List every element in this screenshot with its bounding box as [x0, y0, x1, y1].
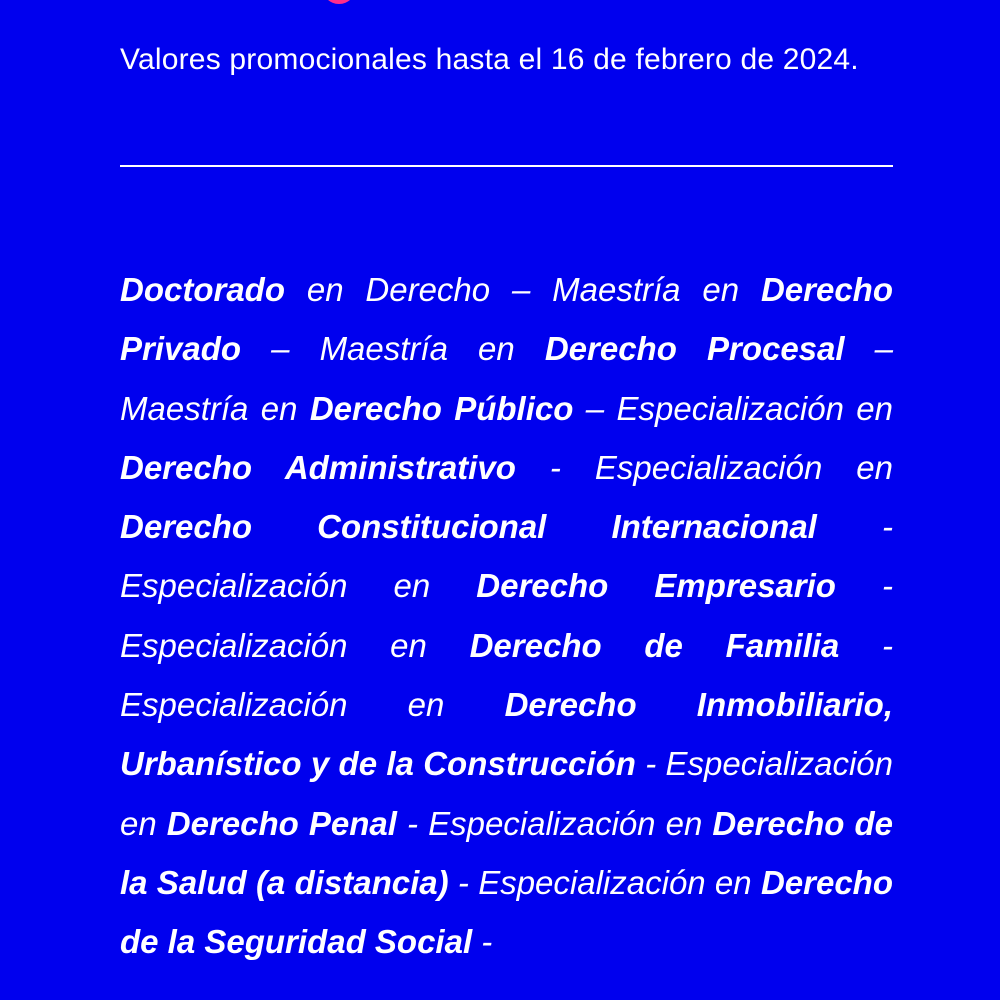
program-name: Derecho de la Seguridad Social [120, 863, 893, 961]
promo-text: Valores promocionales hasta el 16 de febrero de 2024. [120, 43, 859, 76]
program-name: Derecho Privado [120, 271, 893, 368]
program-connector: - [472, 923, 493, 961]
program-name: Derecho Administrativo [120, 448, 516, 486]
program-connector: - Especialización en [120, 567, 893, 664]
logo-fragment [322, 0, 356, 4]
program-name: Derecho Procesal [544, 330, 845, 368]
program-connector: – Maestría en [120, 330, 894, 427]
program-name: Derecho Constitucional Internacional [120, 508, 817, 546]
program-connector: - Especialización en [448, 863, 761, 901]
divider [120, 165, 893, 167]
program-connector: – Maestría en [241, 330, 545, 368]
program-name: Derecho Público [309, 389, 574, 427]
program-name: Derecho de la Salud (a distancia) [120, 804, 894, 901]
program-name: Doctorado [120, 271, 285, 308]
program-connector: – Especialización en [573, 389, 894, 427]
program-name: Derecho Penal [166, 804, 397, 842]
program-connector: - Especialización en [515, 448, 893, 486]
program-connector: - Especialización en [120, 508, 893, 605]
program-name: Derecho Inmobiliario, Urbanístico y de la Construcción [120, 686, 893, 783]
program-connector: en Derecho – Maestría en [285, 271, 761, 308]
program-name: Derecho Empresario [476, 567, 836, 605]
programs-list [120, 260, 893, 972]
program-name: Derecho de Familia [469, 626, 840, 664]
program-connector: - Especialización en [396, 804, 713, 842]
program-connector: - Especialización en [120, 626, 893, 724]
program-connector: - Especialización en [120, 745, 893, 842]
